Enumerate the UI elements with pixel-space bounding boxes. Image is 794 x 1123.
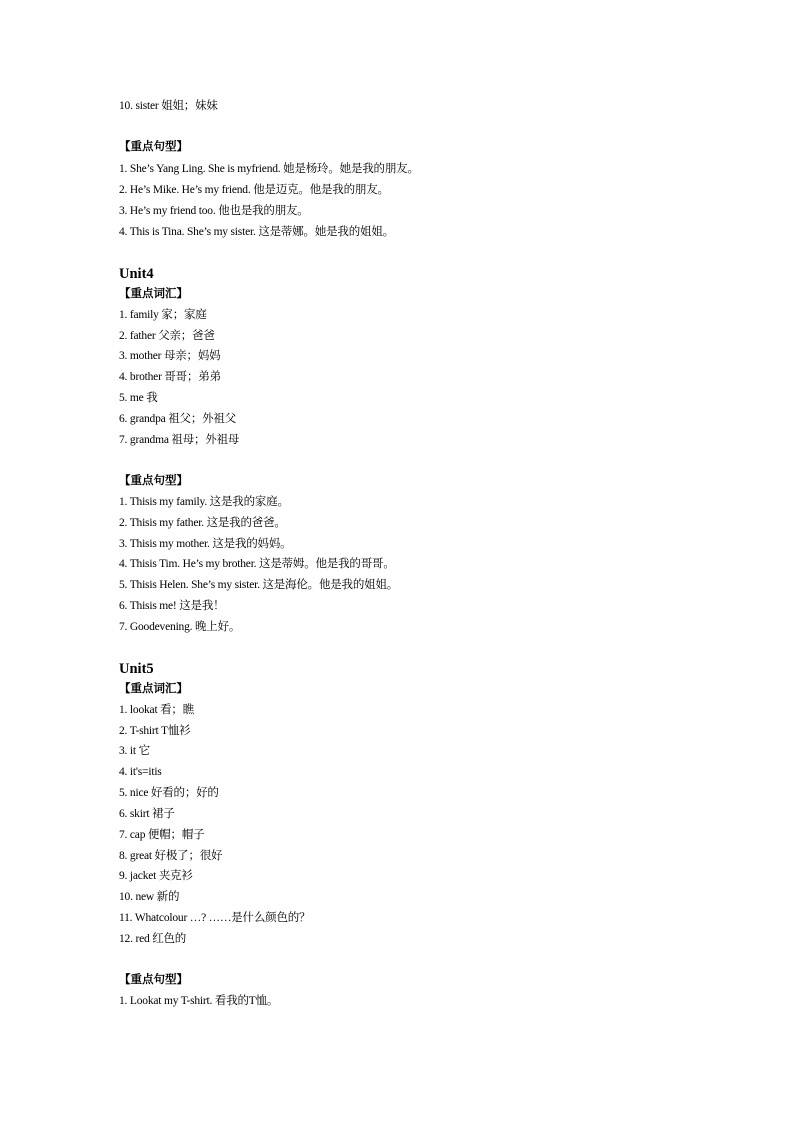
unit5-title: Unit5 <box>119 661 154 677</box>
vocab-item: 4. brother 哥哥；弟弟 <box>119 371 221 383</box>
key-sentences-heading: 【重点句型】 <box>119 141 188 153</box>
vocab-item: 4. it's=itis <box>119 766 162 778</box>
vocab-item: 6. grandpa 祖父；外祖父 <box>119 413 237 425</box>
vocab-item: 5. me 我 <box>119 392 158 404</box>
vocab-item: 6. skirt 裙子 <box>119 808 175 820</box>
key-sentences-heading: 【重点句型】 <box>119 475 188 487</box>
sentence-item: 6. Thisis me! 这是我！ <box>119 600 225 612</box>
sentence-item: 7. Goodevening. 晚上好。 <box>119 621 241 633</box>
sentence-item: 1. She’s Yang Ling. She is myfriend. 她是杨玲。她是我的朋友。 <box>119 163 419 175</box>
sentence-item: 3. Thisis my mother. 这是我的妈妈。 <box>119 538 292 550</box>
sentence-item: 2. Thisis my father. 这是我的爸爸。 <box>119 517 286 529</box>
key-sentences-heading: 【重点句型】 <box>119 974 188 986</box>
key-vocab-heading: 【重点词汇】 <box>119 683 188 695</box>
key-vocab-heading: 【重点词汇】 <box>119 288 188 300</box>
vocab-item: 3. mother 母亲；妈妈 <box>119 350 221 362</box>
vocab-item: 1. family 家；家庭 <box>119 309 207 321</box>
vocab-item: 7. grandma 祖母；外祖母 <box>119 434 240 446</box>
vocab-item: 2. T-shirt T恤衫 <box>119 725 191 737</box>
sentence-item: 2. He’s Mike. He’s my friend. 他是迈克。他是我的朋友。 <box>119 184 389 196</box>
vocab-item: 1. lookat 看；瞧 <box>119 704 195 716</box>
sentence-item: 1. Thisis my family. 这是我的家庭。 <box>119 496 289 508</box>
sentence-item: 1. Lookat my T-shirt. 看我的T恤。 <box>119 995 279 1007</box>
sentence-item: 4. Thisis Tim. He’s my brother. 这是蒂姆。他是我的哥哥。 <box>119 558 395 570</box>
vocab-item: 8. great 好极了；很好 <box>119 850 223 862</box>
vocab-item: 2. father 父亲；爸爸 <box>119 330 215 342</box>
sentence-item: 5. Thisis Helen. She’s my sister. 这是海伦。他是我的姐姐。 <box>119 579 399 591</box>
vocab-item: 10. new 新的 <box>119 891 180 903</box>
unit4-title: Unit4 <box>119 266 154 282</box>
vocab-item: 5. nice 好看的；好的 <box>119 787 219 799</box>
vocab-item: 9. jacket 夹克衫 <box>119 870 193 882</box>
vocab-item: 12. red 红色的 <box>119 933 187 945</box>
vocab-item: 7. cap 便帽；帽子 <box>119 829 205 841</box>
vocab-item: 10. sister 姐姐；妹妹 <box>119 100 218 112</box>
vocab-item: 3. it 它 <box>119 745 150 757</box>
sentence-item: 4. This is Tina. She’s my sister. 这是蒂娜。她是我的姐姐。 <box>119 226 394 238</box>
sentence-item: 3. He’s my friend too. 他也是我的朋友。 <box>119 205 309 217</box>
vocab-item: 11. Whatcolour …? ……是什么颜色的？ <box>119 912 311 924</box>
